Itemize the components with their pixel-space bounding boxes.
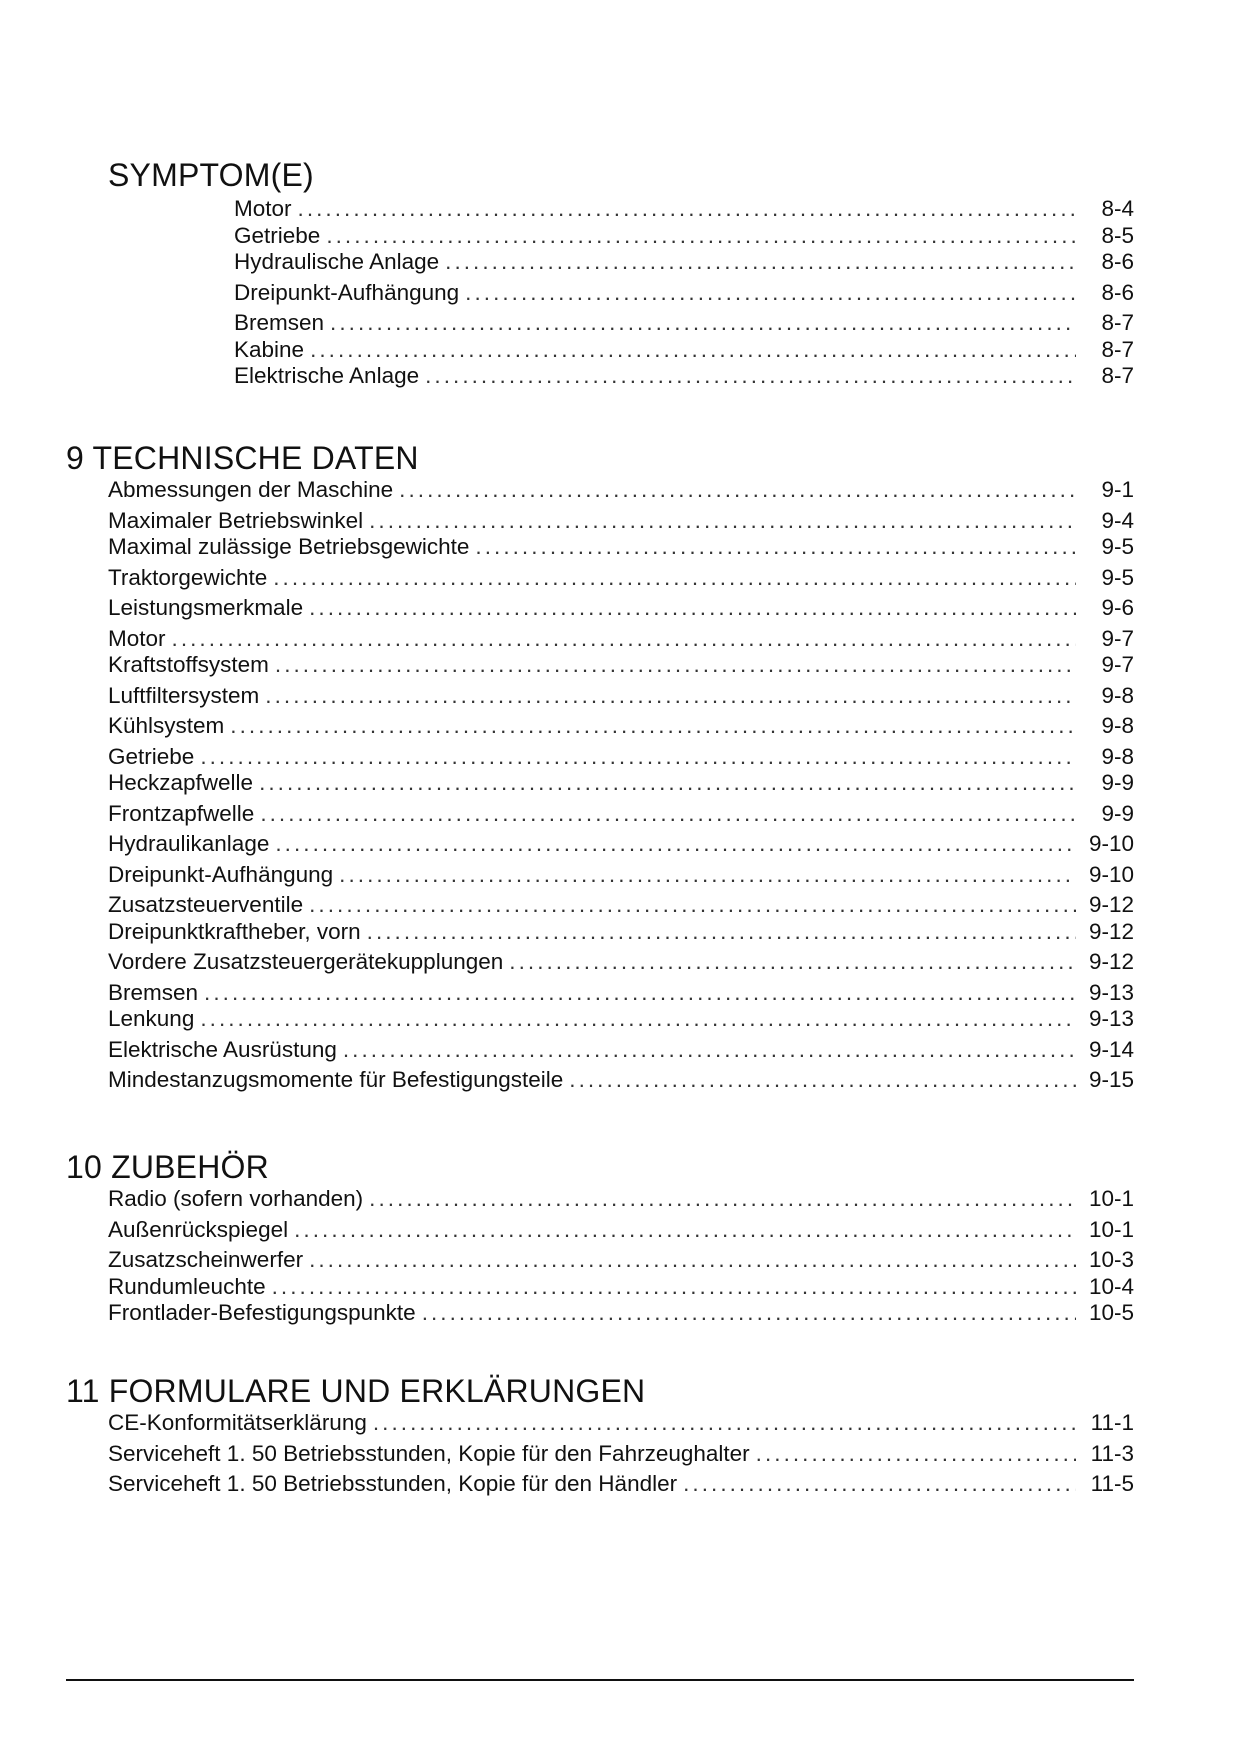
toc-entry-label: Getriebe [234, 222, 321, 248]
toc-entry-page: 9-1 [1101, 477, 1134, 502]
toc-entry-page: 9-6 [1101, 595, 1134, 620]
toc-entry-label: Frontzapfwelle [108, 800, 255, 826]
toc-entry-label: Hydraulische Anlage [234, 249, 440, 274]
dot-leader [200, 744, 1076, 771]
toc-entry-label: Serviceheft 1. 50 Betriebsstunden, Kopie für den Händler [108, 1471, 678, 1496]
toc-entry-page: 10-1 [1088, 1216, 1134, 1242]
toc-entry-label: Dreipunktkraftheber, vorn [108, 918, 361, 944]
dot-leader [310, 337, 1076, 364]
toc-entry-page: 9-9 [1101, 770, 1134, 795]
toc-entry-page: 8-7 [1101, 363, 1134, 388]
toc-entry-page: 10-5 [1088, 1300, 1134, 1325]
toc-entry-page: 8-7 [1101, 310, 1134, 335]
toc-entry-page: 8-6 [1101, 249, 1134, 274]
dot-leader [683, 1471, 1076, 1498]
section-chapter-9 [66, 441, 1134, 1094]
dot-leader [309, 1247, 1076, 1274]
dot-leader [465, 280, 1076, 307]
toc-entry[interactable] [66, 919, 1134, 946]
toc-entry[interactable] [66, 801, 1134, 828]
toc-entry-page: 9-8 [1101, 682, 1134, 708]
toc-entry-label: Mindestanzugsmomente für Befestigungsteile [108, 1067, 564, 1092]
toc-entry-label: Traktorgewichte [108, 564, 268, 590]
toc-entry[interactable] [66, 337, 1134, 364]
toc-entry[interactable] [66, 508, 1134, 535]
toc-entry[interactable] [66, 683, 1134, 710]
toc-entry[interactable] [66, 744, 1134, 771]
toc-entry-label: CE-Konformitätserklärung [108, 1410, 367, 1435]
toc-entry[interactable] [66, 1217, 1134, 1244]
toc-entry-label: Bremsen [234, 310, 325, 335]
dot-leader [275, 831, 1076, 858]
toc-entry[interactable] [66, 565, 1134, 592]
toc-entry[interactable] [66, 363, 1134, 390]
dot-leader [275, 652, 1076, 679]
toc-entry-label: Luftfiltersystem [108, 682, 260, 708]
dot-leader [422, 1300, 1076, 1327]
dot-leader [309, 595, 1076, 622]
dot-leader [294, 1217, 1076, 1244]
toc-entry-label: Motor [234, 196, 292, 221]
dot-leader [204, 980, 1076, 1007]
dot-leader [273, 565, 1076, 592]
toc-entry[interactable] [66, 1441, 1134, 1468]
toc-entry[interactable] [66, 626, 1134, 653]
dot-leader [445, 249, 1076, 276]
toc-entry-page: 9-12 [1088, 949, 1134, 974]
toc-entry-page: 8-7 [1101, 336, 1134, 362]
toc-entry[interactable] [66, 652, 1134, 679]
toc-entry-page: 9-10 [1088, 861, 1134, 887]
toc-entry-label: Getriebe [108, 743, 195, 769]
toc-entry-page: 9-8 [1101, 743, 1134, 769]
toc-entry-page: 8-6 [1101, 279, 1134, 305]
toc-entry-page: 9-12 [1088, 918, 1134, 944]
dot-leader [339, 862, 1076, 889]
toc-entry-label: Abmessungen der Maschine [108, 477, 394, 502]
toc-entry-page: 9-13 [1088, 1006, 1134, 1031]
toc-entry[interactable] [66, 1471, 1134, 1498]
toc-entry-label: Lenkung [108, 1006, 195, 1031]
toc-entry-page: 9-7 [1101, 625, 1134, 651]
dot-leader [509, 949, 1076, 976]
toc-entry[interactable] [66, 1186, 1134, 1213]
toc-entry-page: 9-13 [1088, 979, 1134, 1005]
toc-entry-label: Radio (sofern vorhanden) [108, 1186, 364, 1211]
toc-entry-label: Dreipunkt-Aufhängung [234, 279, 460, 305]
toc-entry[interactable] [66, 949, 1134, 976]
toc-entry-label: Hydraulikanlage [108, 831, 270, 856]
dot-leader [373, 1410, 1076, 1437]
toc-entry-page: 10-3 [1088, 1247, 1134, 1272]
toc-entry[interactable] [66, 280, 1134, 307]
toc-entry[interactable] [66, 892, 1134, 919]
toc-entry-page: 9-5 [1101, 564, 1134, 590]
dot-leader [326, 223, 1076, 250]
section-symptom [66, 158, 1134, 390]
toc-entry-page: 9-7 [1101, 652, 1134, 677]
dot-leader [200, 1006, 1076, 1033]
dot-leader [230, 713, 1076, 740]
toc-entry-label: Zusatzsteuerventile [108, 892, 304, 917]
chapter-heading: 11 FORMULARE UND ERKLÄRUNGEN [66, 1373, 646, 1409]
dot-leader [756, 1441, 1076, 1468]
chapter-heading: 9 TECHNISCHE DATEN [66, 440, 419, 476]
dot-leader [369, 1186, 1076, 1213]
toc-entry-label: Elektrische Ausrüstung [108, 1036, 337, 1062]
toc-entry[interactable] [66, 1067, 1134, 1094]
toc-entry-label: Kühlsystem [108, 713, 225, 738]
footer-rule [66, 1679, 1134, 1681]
toc-entry-label: Kabine [234, 336, 305, 362]
section-chapter-10 [66, 1150, 1134, 1327]
toc-entry[interactable] [66, 595, 1134, 622]
toc-entry[interactable] [66, 862, 1134, 889]
toc-entry[interactable] [66, 223, 1134, 250]
toc-entry-page: 9-12 [1088, 892, 1134, 917]
toc-entry-page: 9-5 [1101, 534, 1134, 559]
toc-entry-page: 9-8 [1101, 713, 1134, 738]
toc-entry-label: Heckzapfwelle [108, 770, 254, 795]
toc-entry-label: Dreipunkt-Aufhängung [108, 861, 334, 887]
dot-leader [569, 1067, 1076, 1094]
chapter-heading: 10 ZUBEHÖR [66, 1149, 269, 1185]
dot-leader [259, 770, 1076, 797]
toc-entry-page: 11-3 [1090, 1440, 1134, 1466]
dot-leader [260, 801, 1076, 828]
toc-entry-label: Bremsen [108, 979, 199, 1005]
toc-entry-label: Rundumleuchte [108, 1273, 266, 1299]
dot-leader [343, 1037, 1076, 1064]
toc-entry-label: Leistungsmerkmale [108, 595, 304, 620]
toc-entry-page: 10-4 [1088, 1273, 1134, 1299]
toc-entry[interactable] [66, 534, 1134, 561]
toc-entry[interactable] [66, 310, 1134, 337]
toc-entry[interactable] [66, 713, 1134, 740]
toc-entry[interactable] [66, 477, 1134, 504]
toc-entry-page: 11-5 [1090, 1471, 1134, 1496]
toc-entry[interactable] [66, 980, 1134, 1007]
section-chapter-11 [66, 1374, 1134, 1498]
toc-entry[interactable] [66, 1006, 1134, 1033]
dot-leader [265, 683, 1076, 710]
toc-entry-page: 10-1 [1088, 1186, 1134, 1211]
toc-entry[interactable] [66, 1410, 1134, 1437]
toc-entry-label: Frontlader-Befestigungspunkte [108, 1300, 416, 1325]
toc-entry[interactable] [66, 249, 1134, 276]
dot-leader [369, 508, 1076, 535]
toc-entry-label: Motor [108, 625, 166, 651]
toc-entry-page: 9-9 [1101, 800, 1134, 826]
dot-leader [172, 626, 1076, 653]
toc-entry[interactable] [66, 1247, 1134, 1274]
dot-leader [298, 196, 1076, 223]
toc-entry[interactable] [66, 1037, 1134, 1064]
toc-entry-label: Außenrückspiegel [108, 1216, 289, 1242]
dot-leader [272, 1274, 1076, 1301]
toc-entry-label: Zusatzscheinwerfer [108, 1247, 304, 1272]
toc-entry-label: Maximal zulässige Betriebsgewichte [108, 534, 470, 559]
toc-entry-page: 8-4 [1101, 196, 1134, 221]
section-heading: SYMPTOM(E) [108, 157, 314, 193]
dot-leader [425, 363, 1076, 390]
dot-leader [330, 310, 1076, 337]
toc-entry-page: 9-4 [1101, 507, 1134, 533]
toc-entry-label: Serviceheft 1. 50 Betriebsstunden, Kopie für den Fahrzeughalter [108, 1440, 750, 1466]
toc-entry-label: Maximaler Betriebswinkel [108, 507, 364, 533]
toc-entry-label: Elektrische Anlage [234, 363, 420, 388]
toc-entry-page: 9-15 [1088, 1067, 1134, 1092]
dot-leader [367, 919, 1076, 946]
toc-entry[interactable] [66, 1300, 1134, 1327]
toc-entry-page: 9-10 [1088, 831, 1134, 856]
toc-entry-page: 11-1 [1090, 1410, 1134, 1435]
dot-leader [399, 477, 1076, 504]
dot-leader [309, 892, 1076, 919]
toc-entry[interactable] [66, 1274, 1134, 1301]
toc-entry[interactable] [66, 831, 1134, 858]
toc-entry-page: 8-5 [1101, 222, 1134, 248]
dot-leader [475, 534, 1076, 561]
toc-entry[interactable] [66, 770, 1134, 797]
toc-entry-label: Kraftstoffsystem [108, 652, 269, 677]
toc-entry[interactable] [66, 196, 1134, 223]
toc-entry-page: 9-14 [1088, 1036, 1134, 1062]
toc-entry-label: Vordere Zusatzsteuergerätekupplungen [108, 949, 504, 974]
